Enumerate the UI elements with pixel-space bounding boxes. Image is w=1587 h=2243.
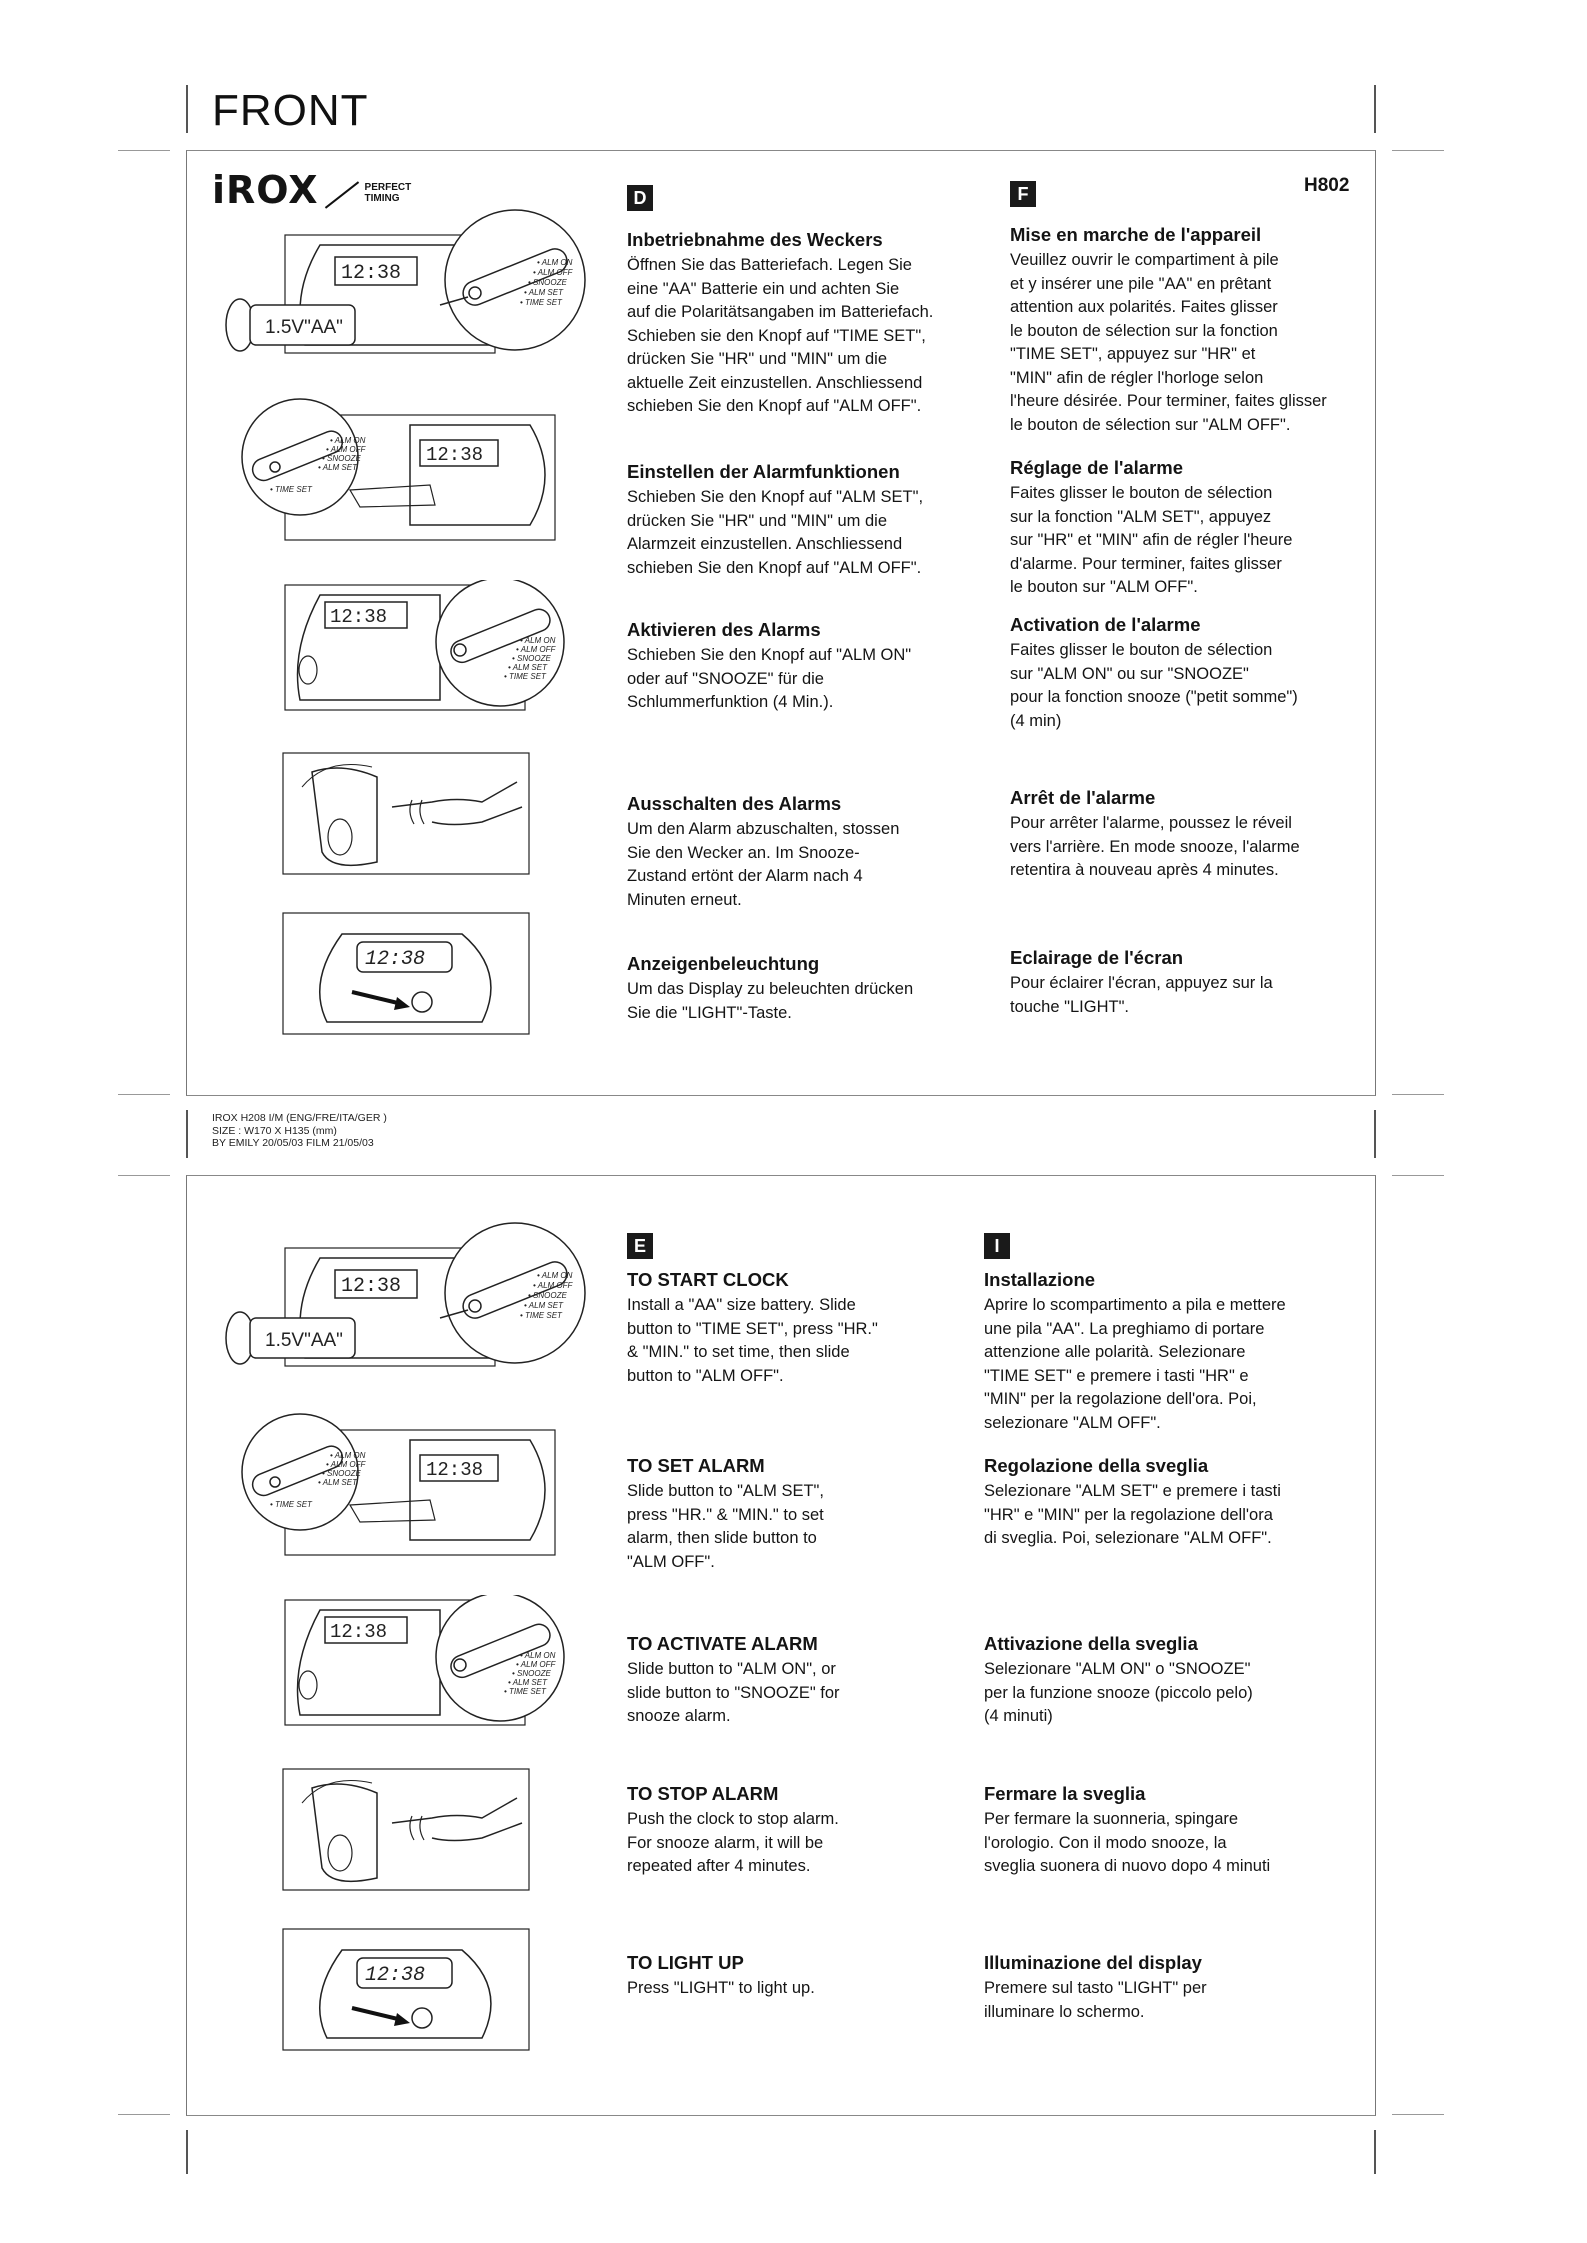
text-line: repeated after 4 minutes. [627, 1857, 811, 1875]
crop-line [186, 2130, 188, 2174]
switch-label-text: • SNOOZE [322, 1469, 361, 1478]
language-tag-it: I [984, 1233, 1010, 1259]
switch-label-text: • TIME SET [270, 1500, 312, 1509]
switch-label-text: • ALM OFF [516, 1660, 556, 1669]
section-body [627, 644, 997, 715]
section-body [627, 1294, 997, 1388]
text-line: oder auf "SNOOZE" für die [627, 669, 824, 688]
illustration-light-up [282, 912, 532, 1037]
illustration-light-up [282, 1928, 532, 2053]
instruction-section [627, 1632, 997, 1729]
switch-label-text: • ALM ON [537, 1271, 573, 1280]
section-title: Ausschalten des Alarms [627, 793, 842, 814]
text-line: Install a "AA" size battery. Slide [627, 1296, 856, 1314]
instruction-section [627, 228, 997, 419]
switch-label-text: • ALM ON [537, 258, 573, 267]
text-line: Sie den Wecker an. Im Snooze- [627, 843, 860, 862]
switch-label-text: • ALM ON [520, 1651, 556, 1660]
illustration-battery-install [210, 205, 600, 375]
print-info [212, 1112, 387, 1150]
illustration-set-alarm [230, 1410, 570, 1570]
section-title: Aktivieren des Alarms [627, 619, 821, 640]
text-line: eine "AA" Batterie ein und achten Sie [627, 279, 900, 298]
text-line: button to "ALM OFF". [627, 1366, 784, 1385]
text-line: Press "LIGHT" to light up. [627, 1979, 815, 1997]
crop-line [1374, 85, 1376, 133]
switch-label-text: • ALM ON [330, 436, 366, 445]
crop-line [118, 1094, 170, 1095]
text-line: Schieben Sie den Knopf auf "ALM ON" [627, 646, 912, 664]
section-body [627, 1808, 997, 1879]
text-line: vers l'arrière. En mode snooze, l'alarme [1010, 837, 1300, 856]
text-line: schieben Sie den Knopf auf "ALM OFF". [627, 397, 922, 415]
print-info-line: SIZE : W170 X H135 (mm) [212, 1124, 337, 1137]
section-title: Inbetriebnahme des Weckers [627, 229, 883, 250]
switch-label-text: • ALM OFF [326, 445, 366, 454]
text-line: For snooze alarm, it will be [627, 1833, 824, 1852]
text-line: Alarmzeit einzustellen. Anschliessend [627, 535, 903, 553]
text-line: alarm, then slide button to [627, 1529, 817, 1547]
section-title: TO SET ALARM [627, 1455, 765, 1476]
model-number: H802 [1304, 175, 1350, 196]
text-line: Selezionare "ALM SET" e premere i tasti [984, 1482, 1281, 1500]
text-line: Selezionare "ALM ON" o "SNOOZE" [984, 1660, 1251, 1678]
page-title: FRONT [212, 86, 369, 135]
text-line: Pour arrêter l'alarme, poussez le réveil [1010, 814, 1292, 832]
text-line: Schieben Sie den Knopf auf "ALM SET", [627, 488, 924, 506]
instruction-section [984, 1632, 1354, 1729]
text-line: pour la fonction snooze ("petit somme") [1010, 688, 1298, 706]
text-line: "HR" e "MIN" per la regolazione dell'ora [984, 1505, 1273, 1524]
switch-label-text: • ALM SET [524, 1301, 563, 1310]
switch-label-text: • SNOOZE [512, 654, 551, 663]
section-title: Regolazione della sveglia [984, 1455, 1209, 1476]
section-title: Fermare la sveglia [984, 1783, 1146, 1804]
text-line: "MIN" per la regolazione dell'ora. Poi, [984, 1390, 1257, 1408]
text-line: Minuten erneut. [627, 890, 742, 909]
section-body [984, 1808, 1354, 1879]
section-title: Illuminazione del display [984, 1952, 1202, 1973]
crop-line [186, 1110, 188, 1158]
crop-line [1392, 2114, 1444, 2115]
text-line: aktuelle Zeit einzustellen. Anschliessend [627, 373, 923, 392]
text-line: Faites glisser le bouton de sélection [1010, 484, 1273, 502]
section-body [1010, 482, 1380, 600]
switch-label-text: • ALM SET [524, 288, 563, 297]
switch-label-text: • SNOOZE [512, 1669, 551, 1678]
section-body [1010, 249, 1380, 437]
text-line: Um den Alarm abzuschalten, stossen [627, 820, 900, 838]
instruction-section [1010, 223, 1380, 437]
switch-label-text: • SNOOZE [322, 454, 361, 463]
crop-line [1392, 150, 1444, 151]
crop-line [118, 1175, 170, 1176]
clock-display-text: 12:38 [330, 606, 388, 628]
text-line: per la funzione snooze (piccolo pelo) [984, 1683, 1253, 1702]
clock-display-text: 12:38 [426, 444, 484, 466]
clock-display-text: 12:38 [365, 1964, 426, 1987]
switch-label-text: • ALM SET [318, 1478, 357, 1487]
illustration-battery-install [210, 1218, 600, 1388]
brand-tagline [365, 182, 412, 204]
brand-tagline-2: TIMING [364, 193, 400, 204]
section-title: Installazione [984, 1269, 1096, 1290]
clock-display-text: 12:38 [341, 1275, 402, 1298]
switch-label-text: • TIME SET [270, 485, 312, 494]
battery-label-text: 1.5V"AA" [265, 317, 343, 338]
switch-label-text: • SNOOZE [528, 278, 567, 287]
illustration-activate-alarm [280, 1595, 580, 1730]
text-line: Öffnen Sie das Batteriefach. Legen Sie [627, 256, 912, 274]
text-line: di sveglia. Poi, selezionare "ALM OFF". [984, 1529, 1272, 1547]
instruction-section [627, 1951, 997, 2001]
language-tag-fr: F [1010, 181, 1036, 207]
illustration-stop-alarm [282, 752, 532, 877]
section-title: Réglage de l'alarme [1010, 457, 1184, 478]
text-line: "MIN" afin de régler l'horloge selon [1010, 368, 1264, 387]
text-line: le bouton de sélection sur "ALM OFF". [1010, 415, 1291, 434]
text-line: le bouton sur "ALM OFF". [1010, 578, 1198, 596]
text-line: (4 minuti) [984, 1707, 1053, 1725]
text-line: button to "TIME SET", press "HR." [627, 1319, 878, 1338]
instruction-section [984, 1951, 1354, 2024]
brand-name: iROX [212, 168, 319, 212]
text-line: Push the clock to stop alarm. [627, 1810, 839, 1828]
crop-line [1374, 1110, 1376, 1158]
section-body [984, 1294, 1354, 1435]
section-body [984, 1658, 1354, 1729]
switch-label-text: • ALM ON [330, 1451, 366, 1460]
section-title: Einstellen der Alarmfunktionen [627, 461, 900, 482]
section-body [627, 1480, 997, 1574]
switch-label-text: • ALM SET [508, 1678, 547, 1687]
text-line: selezionare "ALM OFF". [984, 1413, 1161, 1432]
instruction-section [984, 1782, 1354, 1879]
brand-tagline-1: PERFECT [364, 182, 412, 193]
text-line: l'heure désirée. Pour terminer, faites glisser [1010, 392, 1327, 410]
instruction-section [627, 1268, 997, 1388]
text-line: d'alarme. Pour terminer, faites glisser [1010, 554, 1282, 573]
instruction-section [627, 792, 997, 912]
switch-label-text: • TIME SET [504, 1687, 546, 1696]
illustration-set-alarm [230, 395, 570, 555]
text-line: illuminare lo schermo. [984, 2002, 1145, 2021]
text-line: Schieben sie den Knopf auf "TIME SET", [627, 326, 926, 345]
instruction-section [984, 1454, 1354, 1551]
section-body [984, 1480, 1354, 1551]
text-line: Slide button to "ALM ON", or [627, 1660, 836, 1678]
instruction-section [984, 1268, 1354, 1435]
text-line: attenzione alle polarità. Selezionare [984, 1343, 1246, 1361]
text-line: drücken Sie "HR" und "MIN" um die [627, 511, 888, 530]
text-line: sur la fonction "ALM SET", appuyez [1010, 507, 1272, 526]
instruction-section [1010, 613, 1380, 733]
text-line: touche "LIGHT". [1010, 997, 1130, 1016]
switch-label-text: • SNOOZE [528, 1291, 567, 1300]
switch-label-text: • ALM SET [508, 663, 547, 672]
text-line: & "MIN." to set time, then slide [627, 1343, 850, 1361]
language-tag-de: D [627, 185, 653, 211]
switch-label-text: • TIME SET [504, 672, 546, 681]
instruction-section [627, 1454, 997, 1574]
text-line: attention aux polarités. Faites glisser [1010, 298, 1278, 316]
text-line: sveglia suonera di nuovo dopo 4 minuti [984, 1857, 1271, 1875]
clock-display-text: 12:38 [365, 948, 426, 971]
illustration-stop-alarm [282, 1768, 532, 1893]
section-title: Arrêt de l'alarme [1010, 787, 1156, 808]
text-line: Schlummerfunktion (4 Min.). [627, 693, 834, 711]
section-body [627, 486, 997, 580]
instruction-section [1010, 946, 1380, 1019]
switch-label-text: • ALM SET [318, 463, 357, 472]
section-body [1010, 812, 1380, 883]
section-title: Anzeigenbeleuchtung [627, 953, 820, 974]
section-title: Attivazione della sveglia [984, 1633, 1198, 1654]
text-line: Per fermare la suonneria, spingare [984, 1810, 1239, 1828]
switch-label-text: • ALM OFF [516, 645, 556, 654]
section-title: TO START CLOCK [627, 1269, 789, 1290]
crop-line [1392, 1175, 1444, 1176]
section-title: Activation de l'alarme [1010, 614, 1201, 635]
text-line: le bouton de sélection sur la fonction [1010, 321, 1278, 340]
instruction-section [627, 618, 997, 715]
text-line: schieben Sie den Knopf auf "ALM OFF". [627, 558, 922, 577]
section-title: Mise en marche de l'appareil [1010, 224, 1262, 245]
text-line: Veuillez ouvrir le compartiment à pile [1010, 251, 1279, 269]
battery-label-text: 1.5V"AA" [265, 1330, 343, 1351]
switch-label-text: • ALM ON [520, 636, 556, 645]
text-line: Aprire lo scompartimento a pila e mettere [984, 1296, 1286, 1314]
text-line: snooze alarm. [627, 1707, 731, 1725]
text-line: (4 min) [1010, 711, 1062, 730]
illustration-activate-alarm [280, 580, 580, 715]
crop-line [186, 85, 188, 133]
text-line: auf die Polaritätsangaben im Batteriefach. [627, 303, 934, 321]
instruction-section [627, 952, 997, 1025]
section-title: TO LIGHT UP [627, 1952, 744, 1973]
section-body [984, 1977, 1354, 2024]
section-body [1010, 972, 1380, 1019]
section-body [627, 254, 997, 419]
print-info-line: IROX H208 I/M (ENG/FRE/ITA/GER ) [212, 1112, 387, 1124]
section-body [1010, 639, 1380, 733]
crop-line [1374, 2130, 1376, 2174]
text-line: "TIME SET" e premere i tasti "HR" e [984, 1366, 1249, 1385]
text-line: slide button to "SNOOZE" for [627, 1683, 840, 1702]
crop-line [118, 2114, 170, 2115]
text-line: "TIME SET", appuyez sur "HR" et [1010, 345, 1256, 363]
text-line: sur "ALM ON" ou sur "SNOOZE" [1010, 664, 1249, 683]
text-line: "ALM OFF". [627, 1552, 715, 1571]
section-body [627, 978, 997, 1025]
text-line: et y insérer une pile "AA" en prêtant [1010, 274, 1272, 293]
text-line: Um das Display zu beleuchten drücken [627, 980, 914, 998]
clock-display-text: 12:38 [426, 1459, 484, 1481]
text-line: Pour éclairer l'écran, appuyez sur la [1010, 974, 1273, 992]
section-body [627, 1658, 997, 1729]
text-line: Zustand ertönt der Alarm nach 4 [627, 867, 863, 885]
section-title: TO STOP ALARM [627, 1783, 779, 1804]
instruction-section [627, 460, 997, 580]
instruction-section [627, 1782, 997, 1879]
switch-label-text: • ALM OFF [326, 1460, 366, 1469]
text-line: press "HR." & "MIN." to set [627, 1505, 824, 1524]
section-title: TO ACTIVATE ALARM [627, 1633, 818, 1654]
text-line: sur "HR" et "MIN" afin de régler l'heure [1010, 531, 1293, 549]
crop-line [118, 150, 170, 151]
switch-label-text: • ALM OFF [533, 268, 573, 277]
instruction-section [1010, 456, 1380, 600]
text-line: drücken Sie "HR" und "MIN" um die [627, 350, 888, 368]
text-line: retentira à nouveau après 4 minutes. [1010, 861, 1279, 879]
text-line: Premere sul tasto "LIGHT" per [984, 1979, 1207, 1997]
language-tag-en: E [627, 1233, 653, 1259]
switch-label-text: • TIME SET [520, 1311, 562, 1320]
switch-label-text: • ALM OFF [533, 1281, 573, 1290]
switch-label-text: • TIME SET [520, 298, 562, 307]
section-body [627, 1977, 997, 2001]
text-line: Faites glisser le bouton de sélection [1010, 641, 1273, 659]
clock-display-text: 12:38 [330, 1621, 388, 1643]
text-line: une pila "AA". La preghiamo di portare [984, 1319, 1265, 1338]
text-line: Slide button to "ALM SET", [627, 1482, 824, 1500]
print-info-line: BY EMILY 20/05/03 FILM 21/05/03 [212, 1137, 374, 1149]
instruction-section [1010, 786, 1380, 883]
clock-display-text: 12:38 [341, 262, 402, 285]
crop-line [1392, 1094, 1444, 1095]
text-line: l'orologio. Con il modo snooze, la [984, 1833, 1227, 1852]
section-body [627, 818, 997, 912]
section-title: Eclairage de l'écran [1010, 947, 1184, 968]
text-line: Sie die "LIGHT"-Taste. [627, 1003, 792, 1022]
